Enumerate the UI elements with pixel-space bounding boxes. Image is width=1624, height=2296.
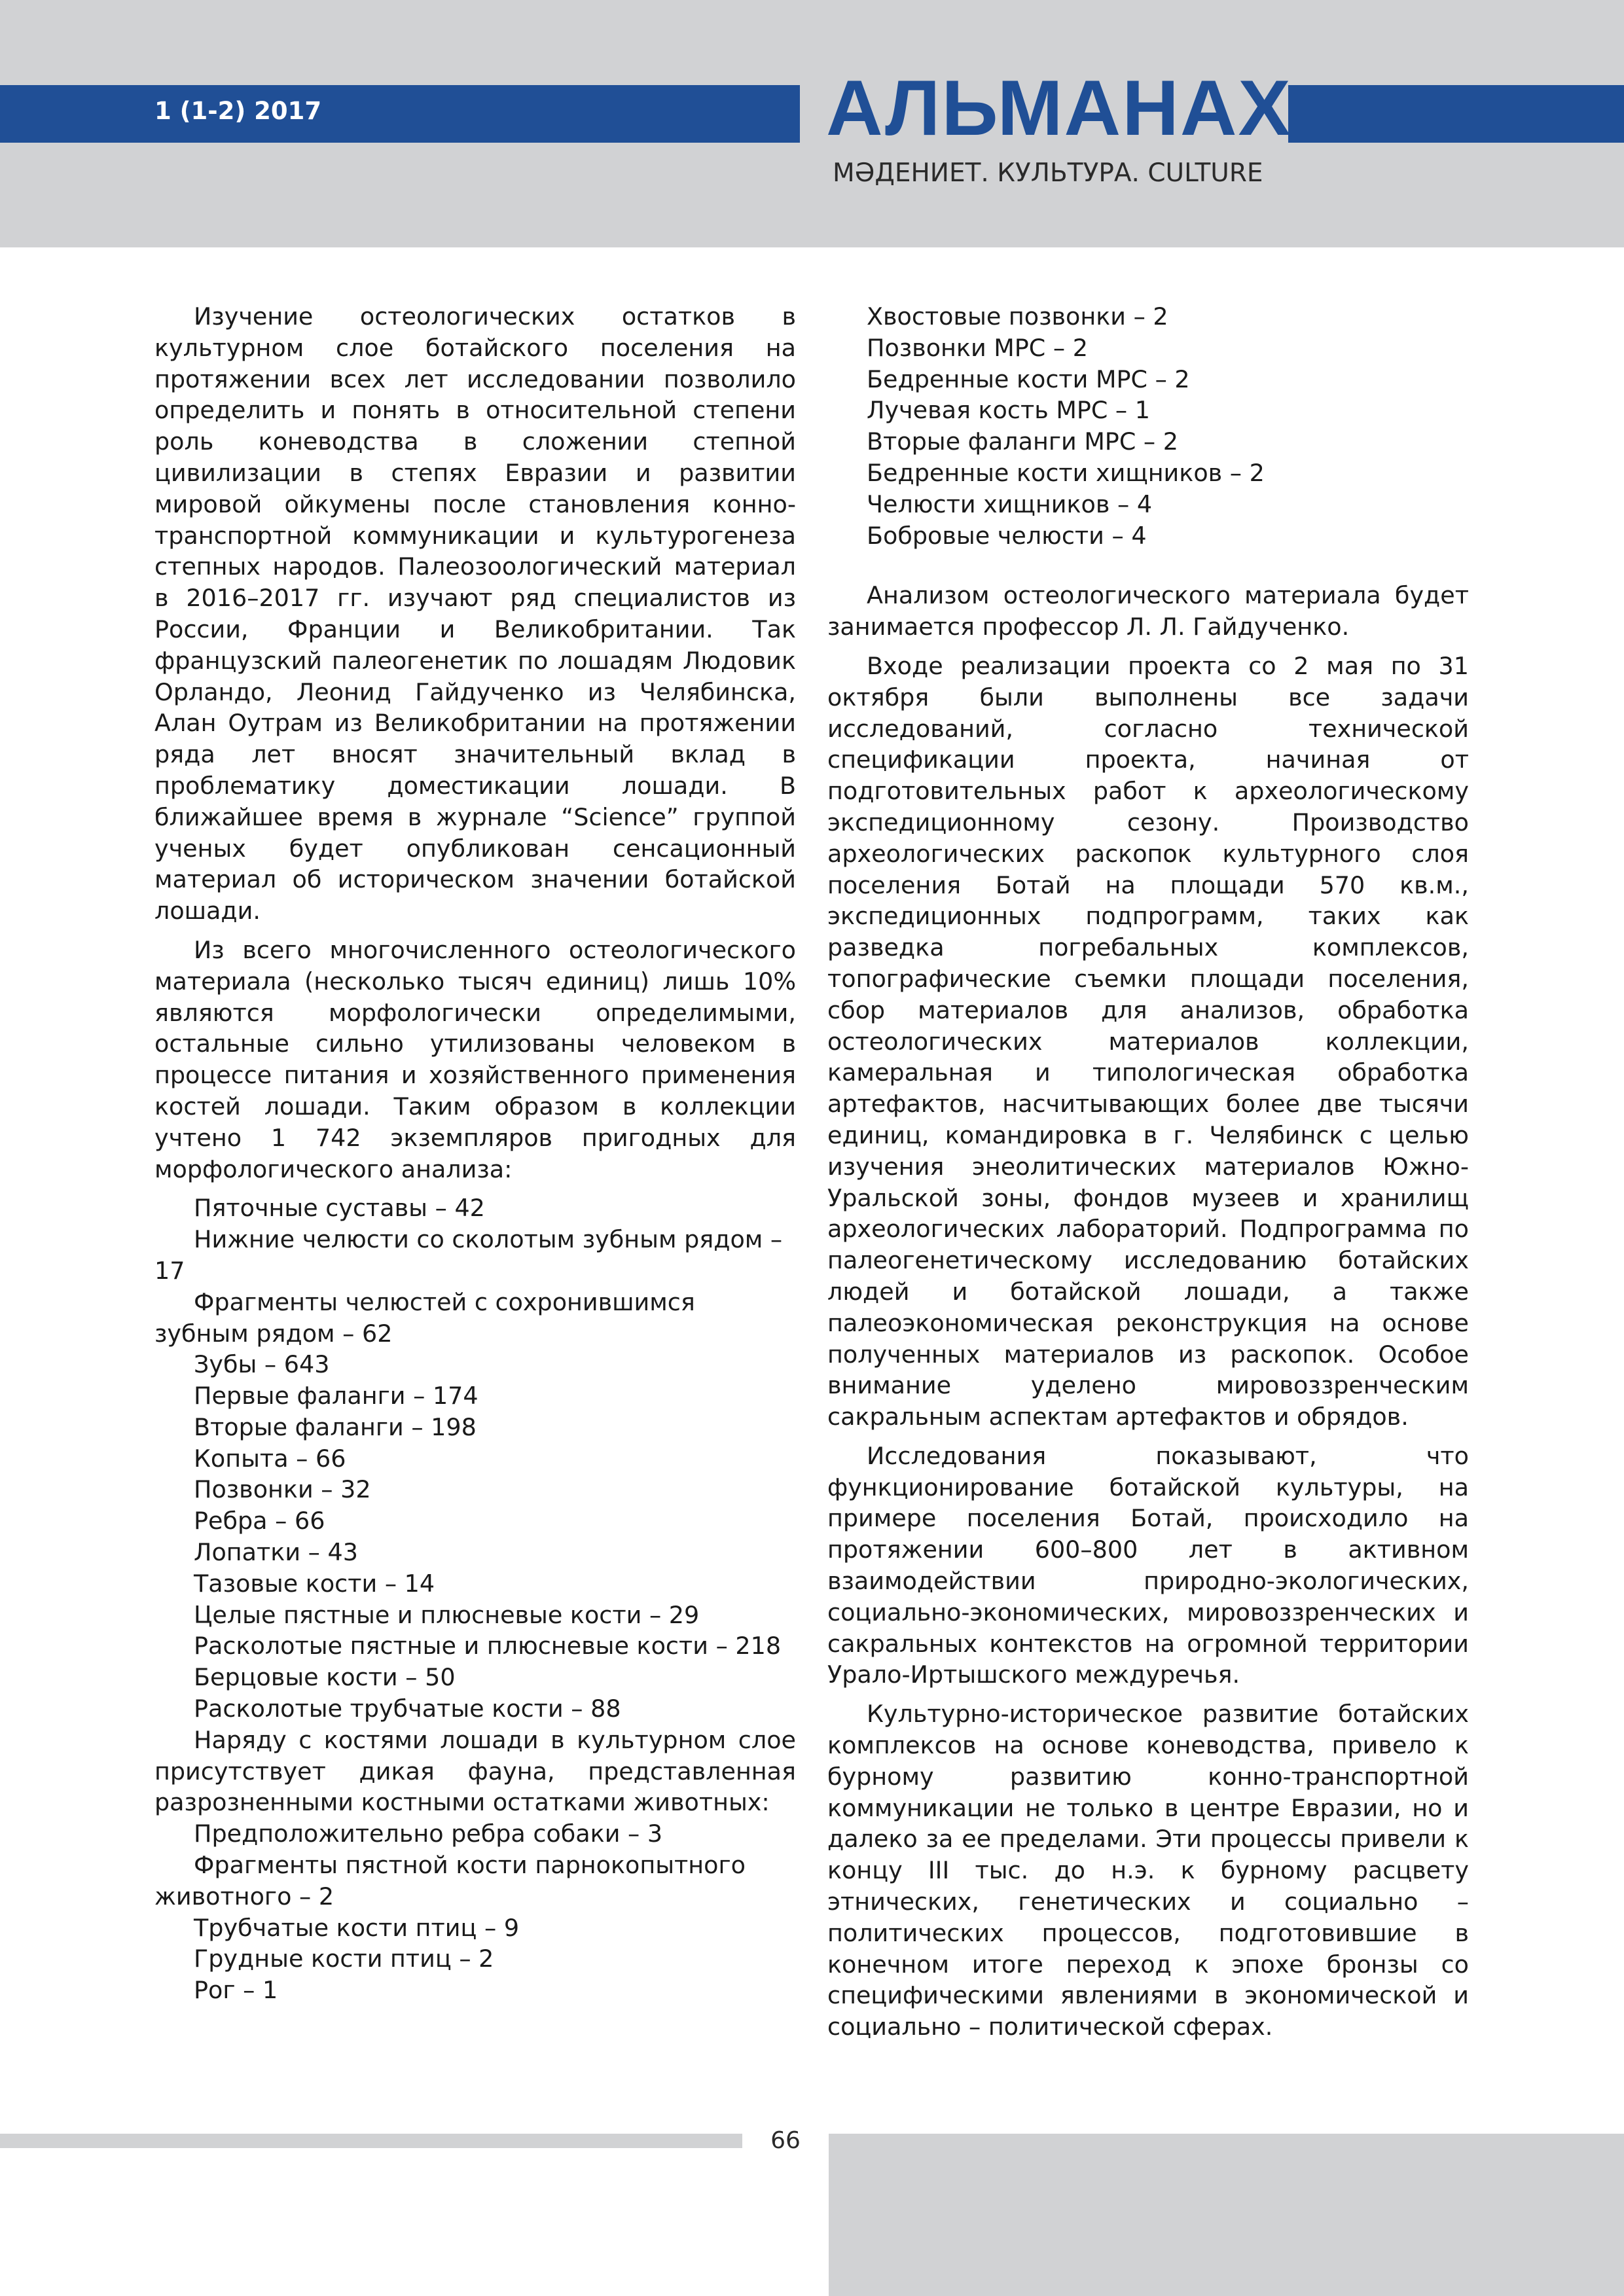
issue-number: 1 (1-2) 2017 — [154, 97, 322, 125]
list-item: Копыта – 66 — [194, 1444, 346, 1473]
paragraph: Исследования показывают, что функционирование ботайской культуры, на примере поселения Ботай, происходило на протяжении 600–800 лет в активном взаимодействии природно-экологических, социально-экономических, мировоззренческих и сакральных контекстов на огромной территории Урало-Иртышского междуречья. — [827, 1441, 1469, 1689]
list-item: Челюсти хищников – 4 — [867, 490, 1153, 518]
list-item: Хвостовые позвонки – 2 — [867, 302, 1168, 331]
list-item: Первые фаланги – 174 — [194, 1382, 478, 1410]
footer-rule — [0, 2134, 742, 2148]
list-item: Нижние челюсти со сколотым зубным рядом – 17 — [154, 1225, 783, 1285]
paragraph: Культурно-историческое развитие ботайских комплексов на основе коневодства, привело к бурному развитию конно-транспортной коммуникации не только в центре Евразии, но и далеко за ее пределами. Эти процессы привели к концу III тыс. до н.э. к бурному расцвету этнических, генетических и социально – политических процессов, подготовившие в конечном итоге переход к эпохе бронзы со специфическими явлениями в экономической и социально – политической сферах. — [827, 1700, 1469, 2041]
left-column — [154, 301, 796, 2006]
list-item: Лопатки – 43 — [194, 1538, 358, 1567]
list-item: Расколотые пястные и плюсневые кости – 218 — [194, 1632, 782, 1660]
paragraph: Анализом остеологического материала будет занимается профессор Л. Л. Гайдученко. — [827, 581, 1469, 641]
list-item: Лучевая кость МРС – 1 — [867, 396, 1150, 425]
journal-title: АЛЬМАНАХ — [826, 64, 1292, 152]
journal-subtitle: МӘДЕНИЕТ. КУЛЬТУРА. CULTURE — [833, 158, 1263, 188]
list-item: Зубы – 643 — [194, 1350, 330, 1379]
list-item: Бедренные кости хищников – 2 — [867, 458, 1265, 487]
page-number: 66 — [770, 2127, 801, 2154]
list-item: Тазовые кости – 14 — [194, 1569, 435, 1598]
list-item: Пяточные суставы – 42 — [194, 1194, 485, 1223]
list-item: Бобровые челюсти – 4 — [867, 521, 1147, 550]
list-item: Трубчатые кости птиц – 9 — [194, 1913, 520, 1942]
list-item: Грудные кости птиц – 2 — [194, 1945, 494, 1973]
list-item: Целые пястные и плюсневые кости – 29 — [194, 1600, 700, 1629]
list-item: Фрагменты челюстей с сохронившимся зубным рядом – 62 — [154, 1287, 695, 1348]
list-item: Предположительно ребра собаки – 3 — [194, 1820, 663, 1848]
header-band-left — [0, 85, 800, 143]
paragraph: Изучение остеологических остатков в культурном слое ботайского поселения на протяжении всех лет исследовании позволило определить и понять в относительной степени роль коневодства в сложении степной цивилизации в степях Евразии и развитии мировой ойкумены после становления конно-транспортной коммуникации и культурогенеза степных народов. Палеозоологический материал в 2016–2017 гг. изучают ряд специалистов из России, Франции и Великобритании. Так французский палеогенетик по лошадям Людовик Орландо, Леонид Гайдученко из Челябинска, Алан Оутрам из Великобритании на протяжении ряда лет вносят значительный вклад в проблематику доместикации лошади. В ближайшее время в журнале “Science” группой ученых будет опубликован сенсационный материал об историческом значении ботайской лошади. — [154, 302, 796, 925]
paragraph: Наряду с костями лошади в культурном слое присутствует дикая фауна, представленная разрозненными костными остатками животных: — [154, 1725, 796, 1817]
footer-block — [829, 2134, 1624, 2296]
list-item: Бедренные кости МРС – 2 — [867, 365, 1190, 393]
list-item: Ребра – 66 — [194, 1507, 325, 1535]
list-item: Фрагменты пястной кости парнокопытного животного – 2 — [154, 1851, 746, 1910]
list-item: Рог – 1 — [194, 1976, 278, 2005]
list-item: Берцовые кости – 50 — [194, 1663, 456, 1692]
paragraph: Из всего многочисленного остеологического материала (несколько тысяч единиц) лишь 10% являются морфологически определимыми, остальные сильно утилизованы человеком в процессе питания и хозяйственного применения костей лошади. Таким образом в коллекции учтено 1 742 экземпляров пригодных для морфологического анализа: — [154, 935, 796, 1183]
list-item: Расколотые трубчатые кости – 88 — [194, 1695, 621, 1723]
header-band-right — [1288, 85, 1624, 143]
list-item: Позвонки – 32 — [194, 1475, 371, 1504]
list-item: Позвонки МРС – 2 — [867, 333, 1088, 362]
list-item: Вторые фаланги МРС – 2 — [867, 427, 1178, 456]
right-column — [827, 301, 1469, 2043]
paragraph: Входе реализации проекта со 2 мая по 31 октября были выполнены все задачи исследований, согласно технической спецификации проекта, начиная от подготовительных работ к археологическому экспедиционному сезону. Производство археологических раскопок культурного слоя поселения Ботай на площади 570 кв.м., экспедиционных подпрограмм, таких как разведка погребальных комплексов, топографические съемки площади поселения, сбор материалов для анализов, обработка остеологических материалов коллекции, камеральная и типологическая обработка артефактов, насчитывающих более две тысячи единиц, командировка в г. Челябинск с целью изучения энеолитических материалов Южно-Уральской зоны, фондов музеев и хранилищ археологических лабораторий. Подпрограмма по палеогенетическому исследованию ботайских людей и ботайской лошади, а также палеоэкономическая реконструкция на основе полученных материалов из раскопок. Особое внимание уделено мировоззренческим сакральным аспектам артефактов и обрядов. — [827, 651, 1469, 1431]
list-item: Вторые фаланги – 198 — [194, 1412, 477, 1441]
